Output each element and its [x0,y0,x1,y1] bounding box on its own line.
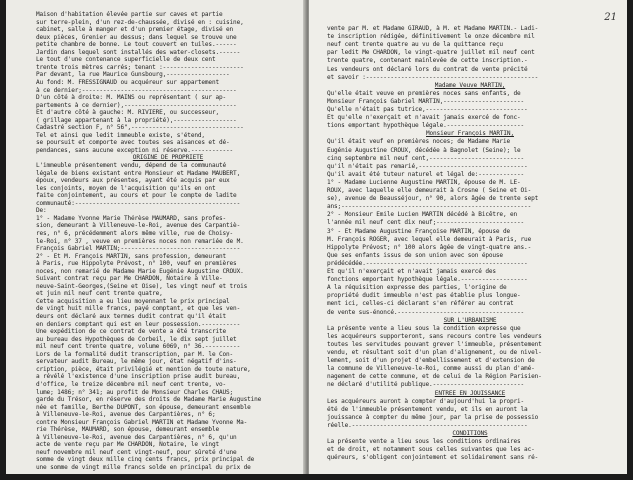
line-text: se), avenue de Beausséjour, n° 90, alors âgée de trente sept [327,195,539,203]
line-text: Cadastré section F, n° 56",-------------------------------- [36,124,244,132]
line-text: Qu'il avait été tuteur naturel et légal de:------------- [327,170,525,178]
line-text: faite conjointement, au cours et pour le compte de ladite [36,192,237,200]
line-text: deurs ont déclaré aux termes dudit contrat qu'il était [36,313,227,320]
line-text: Que ses enfants issus de son union avec son épouse [327,251,503,259]
line-text: 2° - Monsieur Emile Lucien MARTIN décédé à Bicêtre, en [327,211,518,219]
line-text: ORIGINE DE PROPRIETE [132,154,204,162]
line-text: d'office, le treize décembre mil neuf cent trente, vo- [36,380,227,388]
line-text: réelle.-------------------------------------------------- [327,421,528,429]
left-page [6,0,307,474]
line-text: Par devant, la rue Maurice Gunsbourg,------------------ [36,71,230,79]
line-text: Le tout d'une contenance superficielle de deux cent [36,56,216,64]
line-text: et savoir :------------------------------------------------- [327,73,539,81]
line-text: par ledit Me CHARDON, le vingt-quatre juillet mil neuf cent [327,49,535,57]
line-text: Au fond: M. FRESSIGNAUD ou acquéreur sur appartement [36,78,219,86]
line-text: Cette acquisition a eu lieu moyennant le prix principal [36,297,230,305]
line-text: De: [36,207,47,215]
line-text: communauté:----------------------------------------------- [36,199,241,207]
line-text: Et qu'il n'exerçait et n'avait jamais exercé des [327,268,496,275]
line-text: cabinet, salle à manger et d'un premier étage, divisé en [36,26,234,34]
line-text: Lors de la formalité dudit transcription, par M. le Con- [36,350,234,358]
line-text: nagement de cette commune, et de celui de la Région Parisien- [327,373,542,381]
line-text: les acquéreurs supporteront, sans recours contre les vendeurs [327,332,542,340]
line-text: D'un côté à droite: M. MAINS ou représentant ( sur ap- [36,94,227,102]
line-text: L'immeuble présentement vendu, dépend de la communauté [36,162,227,169]
line-text: acte de vente reçu par Me CHARDON, Notaire, le vingt [36,441,219,449]
line-text: jouissance à compter du même jour, par la prise de possessio [327,413,539,421]
right-page [309,0,627,474]
line-text: époux, vendeurs aux présentes, ayant été acquis par eux [36,177,230,185]
line-text: M. François ROGER, avec lequel elle demeurait à Paris, rue [327,235,532,243]
folio-number: 21 [604,12,617,23]
line-text: en deniers comptant qui est en leur possession.----------- [36,320,241,328]
line-text: Maison d'habitation élevée partie sur caves et partie [36,11,223,18]
line-text: 3° - Et Madame Augustine Françoise MARTIN, épouse de [327,227,510,235]
line-text: Et qu'elle n'exerçait et n'avait jamais exercé de fonc- [327,114,521,122]
line-text: A la réquisition expresse des parties, l'origine de [327,284,507,292]
line-text: Monsieur François MARTIN, [426,130,514,138]
line-text: Madame Veuve MARTIN, [434,81,506,89]
line-text: Qu'il était veuf en premières noces; de Madame Marie [327,138,510,146]
line-text: rie Thérèse, MAUMARD, son épouse, demeurant ensemble [36,426,219,434]
line-text: fonctions emportant hypothèque légale.------------------- [327,276,528,284]
line-text: sur terre-plein, d'un rez-de-chaussée, divisé en : cuisine, [36,18,244,26]
line-text: sion, demeurant à Villeneuve-le-Roi, avenue des Carpantiè- [36,222,241,230]
line-text: trente quatre, contenant mainlevée de cette inscription.- [327,57,528,65]
line-text: 1° - Madame Lucienne Augustine MARTIN, épouse de M. LE- [327,178,521,186]
line-text: la commune de Villeneuve-le-Roi, comme aussi du plan d'amé- [327,365,535,373]
line-text: une somme de vingt mille francs solde en principal du prix de [36,464,251,471]
line-text: Qu'elle n'était pas tutrice,----------------------------- [327,106,528,113]
line-text: mil neuf cent trente quatre, volume 6069, n° 36.---------- [36,343,241,351]
line-text: neuf novembre mil neuf cent vingt-neuf, pour sûreté d'une [36,448,237,456]
line-text: Les acquéreurs auront à compter d'aujourd'hui la propri- [327,397,525,405]
line-text: a révélé l'existence d'une inscription prise audit bureau, [36,373,241,381]
line-text: au bureau des Hypothèques de Corbeil, le dix sept juillet [36,335,237,343]
line-text: le-Roi, n° 37 , veuve en premières noces non remariée de M. [36,237,244,245]
line-text: Et d'autre côté à gauche: M. RIVIERE, ou successeur, [36,109,219,117]
line-text: vente par M. et Madame GIRAUD, à M. et Madame MARTIN.- Ladi- [327,25,539,32]
left_page-line [6,463,306,472]
line-text: te inscription rédigée, définitivement le onze décembre mil [327,33,535,41]
line-text: cription, pièce, était privilégié et mention de toute nature, [36,365,251,373]
line-text: Eugénie Augustine CROUX, décédée à Bagnolet (Seine); le [327,146,521,154]
line-text: toutes les servitudes pouvant grever l'immeuble, présentement [327,340,542,348]
line-text: Tel et ainsi que ledit immeuble existe, s'étend, [36,131,205,139]
line-text: La présente vente a lieu sous les conditions ordinaires [327,438,521,446]
line-text: Les vendeurs ont déclaré lors du contrat de vente précité [327,65,528,73]
line-text: pendances, sans aucune exception ni réserve.------------ [36,146,234,154]
line-text: ( grillage appartenant à la propriété),------------------ [36,116,237,124]
line-text: 1° - Madame Yvonne Marie Thérèse MAUMARD, sans profes- [36,214,227,222]
line-text: à Villeneuve-le-Roi, avenue des Carpantières, n° 6; [36,411,216,419]
line-text: neuf cent trente quatre au vu de la quittance reçu [327,41,503,49]
line-text: à ce dernier;-------------------------------------------- [36,86,237,94]
line-text: à Villeneuve-le-Roi, avenue des Carpantières, n° 6, qu'un [36,433,237,441]
line-text: Suivant contrat reçu par Me CHARDON, Notaire à Ville- [36,275,223,283]
line-text: François Gabriel MARTIN;---------------------------------- [36,245,241,253]
line-text: CONDITIONS [452,430,488,437]
line-text: ans;------------------------------------------------------ [327,203,532,211]
line-text: lement, soit d'un projet d'embellissement et d'extension de [327,357,535,365]
line-text: prédécédée.---------------------------------------------- [327,259,528,267]
line-text: ROUX, avec laquelle elle demeurait à Crosne ( Seine et Oi- [327,187,532,194]
line-text: et juin mil neuf cent trente quatre, [36,290,163,298]
line-text: née et famille, Berthe DUPONT, son épouse, demeurant ensemble [36,403,251,411]
line-text: La présente vente a lieu sous la condition expresse que [327,324,521,332]
line-text: res, n° 6, précédemment alors même ville, rue de Choisy- [36,229,234,237]
line-text: et de droit, et notamment sous celles suivantes que les ac- [327,446,535,454]
line-text: 2° - Et M. François MARTIN, sans profession, demeurant [36,252,227,260]
line-text: été de l'immeuble présentement vendu, et ils en auront la [327,405,528,413]
line-text: partements à ce dernier),-------------------------------- [36,101,237,109]
line-text: contre Monsieur François Gabriel MARTIN et Madame Yvonne Ma- [36,418,248,426]
line-text: trente trois mètres carrés; tenant :----------------------- [36,63,244,71]
line-text: quéreurs, s'obligent conjointement et solidairement sans ré- [327,454,539,462]
line-text: lume; 1486; n° 341; au profit de Monsieur Charles CHAUS; [36,388,234,396]
line-text: vendu, et résultant soit d'un plan d'alignement, ou de nivel- [327,349,542,356]
line-text: neuve-Saint-Georges,(Seine et Oise), les vingt neuf et trois [36,282,248,290]
line-text: garde du Trésor, en réserve des droits de Madame Marie Augustine [36,396,262,404]
line-text: petite chambre de bonne. Le tout couvert en tuiles.------ [36,41,237,49]
line-text: servateur audit Bureau, le même jour, état négatif d'ins- [36,358,237,366]
line-text: qu'il n'était pas remarié,------------------------------- [327,162,528,170]
line-text: légale de biens existant entre Monsieur et Madame MAUBERT, [36,169,241,177]
line-text: noces, non remarié de Madame Marie Eugénie Augustine CROUX. [36,267,244,275]
line-text: Monsieur François Gabriel MARTIN,----------------------- [327,97,525,105]
right_page-line [309,453,627,462]
line-text: SUR L'URBANISME [443,316,497,324]
line-text: Qu'elle était veuve en premières noces sans enfants, de [327,89,521,97]
line-text: Hippolyte Prévost; n° 100 alors âgée de vingt-quatre ans.- [327,243,532,251]
line-text: Jardin dans lequel sont installés des water-closets.------ [36,48,241,56]
line-text: les conjoints, moyen de l'acquisition qu'ils en ont [36,184,216,192]
line-text: Une expédition de ce contrat de vente a été transcrite [36,328,227,336]
line-text: de vingt huit mille francs, payé comptant, et que les ven- [36,305,241,313]
line-text: ENTREE EN JOUISSANCE [434,389,506,397]
line-text: se poursuit et comporte avec toutes ses aisances et dé- [36,139,230,147]
line-text: somme de vingt deux mille cinq cents francs, prix principal de [36,456,255,464]
line-text: propriété dudit immeuble n'est pas établie plus longue- [327,292,521,300]
line-text: ne déclaré d'utilité publique.-------------------------- [327,381,525,389]
line-text: tions emportant hypothèque légale.---------------------- [327,122,525,130]
line-text: de vente sus-énoncé.------------------------------------ [327,308,525,316]
line-text: cinq septembre mil neuf cent,--------------------------- [327,154,525,162]
line-text: l'année mil neuf cent dix neuf;------------------------- [327,219,525,227]
line-text: deux pièces, Grenier au dessus; dans lequel se trouve une [36,33,237,41]
line-text: ment ici, celles-ci déclarant s'en référer au contrat [327,300,514,308]
line-text: à Paris, rue Hippolyte Prévost, n° 100, veuf en premières [36,260,237,268]
